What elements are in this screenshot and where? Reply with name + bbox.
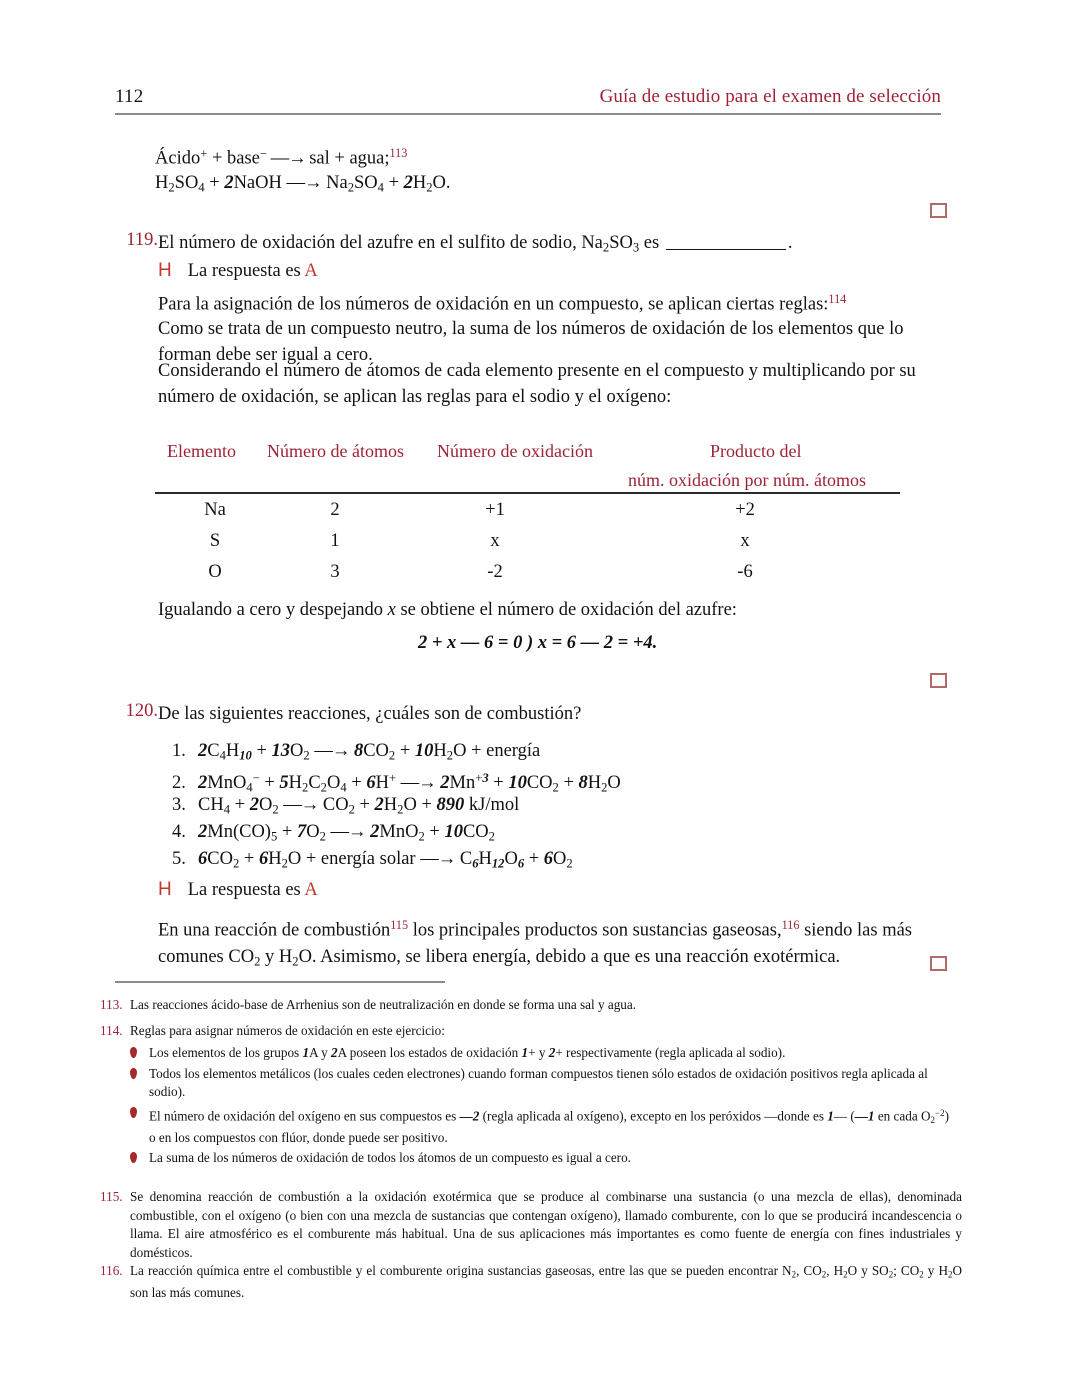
pointing-hand-icon: H xyxy=(158,879,172,900)
footnote-114-text: Reglas para asignar números de oxidación en este ejercicio: xyxy=(130,1023,445,1038)
pointing-hand-icon: H xyxy=(158,260,172,281)
footnote-ref-116[interactable]: 116 xyxy=(781,918,800,932)
footnote-114-number: 114. xyxy=(100,1023,123,1038)
question-120-prompt: De las siguientes reacciones, ¿cuáles son de combustión? xyxy=(158,704,582,724)
intro-equation-2: $H_2SO_4$ + 2NaOH —→ $Na_2SO_4 + 2H_2O$. xyxy=(155,173,451,195)
list-item: La suma de los números de oxidación de todos los átomos de un compuesto es igual a cero. xyxy=(126,1149,956,1168)
bullet-icon xyxy=(130,1107,137,1118)
fill-in-blank-119[interactable] xyxy=(666,249,786,250)
cell-num-atomos: 3 xyxy=(330,562,340,582)
table-row xyxy=(155,531,900,562)
q119-paragraph-1 xyxy=(158,286,958,318)
reaction-item-4: 4. $2Mn(CO)_5 + 7O_2$ —→ $2MnO_2 + 10CO_2$ xyxy=(172,819,495,850)
cell-producto: x xyxy=(740,531,750,551)
question-119-prompt xyxy=(158,230,948,261)
answer-value-120: A xyxy=(304,880,318,900)
reaction-4-number: 4. xyxy=(172,822,186,842)
q119-prompt-sub-1: 2 xyxy=(602,240,610,255)
cell-num-atomos: 2 xyxy=(330,500,340,520)
intro-eq1-sup2: − xyxy=(259,146,267,161)
header-rule xyxy=(115,113,941,115)
list-item: Todos los elementos metálicos (los cuales ceden electrones) cuando forman compuestos tienen sólo estados de oxidación positivos regla aplicada al sodio). xyxy=(126,1065,956,1102)
table-row xyxy=(155,562,900,593)
q120-explanation-part-e: O. Asimismo, se libera energía, debido a que es una reacción exotérmica. xyxy=(298,946,841,967)
oxidation-table-body xyxy=(155,500,900,593)
q120-explanation-part-b: los principales productos son sustancias gaseosas, xyxy=(408,920,782,941)
footnote-116 xyxy=(100,1262,962,1303)
table-header-producto-l2: núm. oxidación por núm. átomos xyxy=(628,470,866,490)
reaction-item-5: 5. $6CO_2 + 6H_2O$ + energía solar —→ $C_6H_{12}O_6 + 6O_2$ xyxy=(172,846,573,877)
margin-square-marker[interactable] xyxy=(930,956,947,971)
list-item: Los elementos de los grupos 1A y 2A poseen los estados de oxidación 1+ y 2+ respectivamente (regla aplicada al sodio). xyxy=(126,1044,956,1063)
answer-label-120: La respuesta es xyxy=(187,880,305,900)
q120-explanation-part-d: y H xyxy=(260,946,293,967)
reaction-item-3: 3. $CH_4 + 2O_2$ —→ $CO_2 + 2H_2O + 890$ kJ/mol xyxy=(172,792,519,823)
footnote-116-text: La reacción química entre el combustible y el comburente origina sustancias gaseosas, entre las que se pueden encontrar $N_2$, $CO_2$, $H_2O$ y $SO_2$; $CO_2$ y $H_2O$ son las más comunes. xyxy=(130,1263,962,1300)
page-number: 112 xyxy=(115,86,144,107)
footnote-114-bullet-list xyxy=(126,1044,956,1170)
oxidation-table-header xyxy=(155,435,900,493)
sub: 4 xyxy=(377,180,384,195)
q119-prompt-tail: . xyxy=(787,233,793,253)
q120-explanation xyxy=(158,912,948,974)
margin-square-marker[interactable] xyxy=(930,673,947,688)
intro-eq1-tail: sal + agua; xyxy=(309,148,390,169)
cell-elemento: O xyxy=(208,562,222,582)
footnote-115-text: Se denomina reacción de combustión a la oxidación exotérmica que se produce al combinarse una sustancia (o una mezcla de ellas), denominada combustible, con el oxígeno (o bien con una mezcla de sustancias que contengan oxígeno), llamado comburente, con lo que se producirá incandescencia o llama. El aire atmosférico es el comburente más habitual. Una de sus aplicaciones más importantes es como fuente de energía con fines industriales y domésticos. xyxy=(130,1189,962,1260)
margin-square-marker[interactable] xyxy=(930,203,947,218)
sub: 2 xyxy=(426,180,433,195)
list-item: El número de oxidación del oxígeno en sus compuestos es —2 (regla aplicada al oxígeno), excepto en los peróxidos —donde es 1— (—1 en cada $O_2^{-2}$) o en los compuestos con flúor, donde puede ser positivo. xyxy=(126,1104,956,1148)
intro-eq1-mid: + base xyxy=(207,148,260,169)
cell-producto: +2 xyxy=(735,500,755,520)
sub: 2 xyxy=(292,954,299,969)
cell-num-oxidacion: -2 xyxy=(487,562,503,582)
answer-value-119: A xyxy=(304,261,318,281)
cell-elemento: Na xyxy=(204,500,226,520)
reaction-2-number: 2. xyxy=(172,773,186,794)
page-header xyxy=(115,86,941,108)
cell-num-atomos: 1 xyxy=(330,531,340,551)
q119-prompt-part-a: El número de oxidación del azufre en el sulfito de sodio, Na xyxy=(158,233,603,253)
footnote-separator-rule xyxy=(115,981,445,983)
footnote-113-number: 113. xyxy=(100,997,123,1012)
table-header-num-atomos: Número de átomos xyxy=(267,441,404,461)
q119-final-equation: 2 + x — 6 = 0 ) x = 6 — 2 = +4. xyxy=(418,633,658,653)
cell-producto: -6 xyxy=(737,562,753,582)
q120-explanation-part-c: siendo las más comunes CO xyxy=(158,920,912,967)
question-number-119: 119. xyxy=(126,230,158,250)
intro-eq1-arrow: —→ xyxy=(266,148,310,169)
oxidation-table xyxy=(155,435,900,493)
sub: 2 xyxy=(347,180,354,195)
table-header-producto-l1: Producto del xyxy=(710,441,802,461)
intro-eq1-prefix: Ácido xyxy=(155,148,201,169)
cell-num-oxidacion: x xyxy=(490,531,500,551)
footnote-ref-114[interactable]: 114 xyxy=(828,292,847,306)
footnote-113 xyxy=(100,996,960,1015)
bullet-icon xyxy=(130,1047,137,1058)
q119-prompt-sub-2: 3 xyxy=(632,240,640,255)
sub: 2 xyxy=(254,954,261,969)
footnote-115-number: 115. xyxy=(100,1189,123,1204)
table-row xyxy=(155,500,900,531)
footnote-114 xyxy=(100,1022,960,1041)
question-number-120: 120. xyxy=(125,701,158,721)
answer-line-120 xyxy=(158,877,318,903)
q119-paragraph-3: Considerando el número de átomos de cada elemento presente en el compuesto y multiplicando por su número de oxidación, se aplican las reglas para el sodio y el oxígeno: xyxy=(158,361,916,407)
q119-after-table-text: Igualando a cero y despejando x se obtiene el número de oxidación del azufre: xyxy=(158,600,737,620)
header-title: Guía de estudio para el examen de selección xyxy=(599,86,941,107)
reaction-1-number: 1. xyxy=(172,741,186,761)
bullet-icon xyxy=(130,1068,137,1079)
q119-paragraph-1-text: Para la asignación de los números de oxidación en un compuesto, se aplican ciertas reglas: xyxy=(158,294,829,315)
table-header-num-oxidacion: Número de oxidación xyxy=(437,441,593,461)
footnote-ref-115[interactable]: 115 xyxy=(390,918,409,932)
q119-paragraph-2: Como se trata de un compuesto neutro, la suma de los números de oxidación de los elementos que lo forman debe ser igual a cero. xyxy=(158,319,904,365)
q119-prompt-part-c: es xyxy=(639,233,664,253)
reaction-5-number: 5. xyxy=(172,849,186,869)
reaction-item-2: 2. $2MnO_4^- + 5H_2C_2O_4 + 6H^+$ —→ $2Mn^{+3} + 10CO_2 + 8H_2O$ xyxy=(172,771,621,795)
cell-elemento: S xyxy=(209,531,221,551)
footnote-ref-113[interactable]: 113 xyxy=(389,146,408,160)
footnote-115 xyxy=(100,1188,962,1262)
answer-label-119: La respuesta es xyxy=(187,261,305,281)
footnote-116-number: 116. xyxy=(100,1263,123,1278)
bullet-icon xyxy=(130,1152,137,1163)
cell-num-oxidacion: +1 xyxy=(485,500,505,520)
table-rule xyxy=(155,492,900,494)
footnote-113-text: Las reacciones ácido-base de Arrhenius son de neutralización en donde se forma una sal y agua. xyxy=(130,997,637,1012)
sub: 2 xyxy=(168,180,175,195)
q119-prompt-part-b: SO xyxy=(609,233,633,253)
intro-eq1-sup1: + xyxy=(200,146,208,161)
intro-equation-1 xyxy=(155,140,407,172)
answer-line-119 xyxy=(158,258,318,284)
q120-explanation-part-a: En una reacción de combustión xyxy=(158,920,391,941)
reaction-3-number: 3. xyxy=(172,795,186,815)
table-header-elemento: Elemento xyxy=(167,441,236,461)
reaction-item-1: 1. $2C_4H_{10} + 13O_2$ —→ $8CO_2 + 10H_2O$ + energía xyxy=(172,738,540,769)
sub: 4 xyxy=(198,180,205,195)
